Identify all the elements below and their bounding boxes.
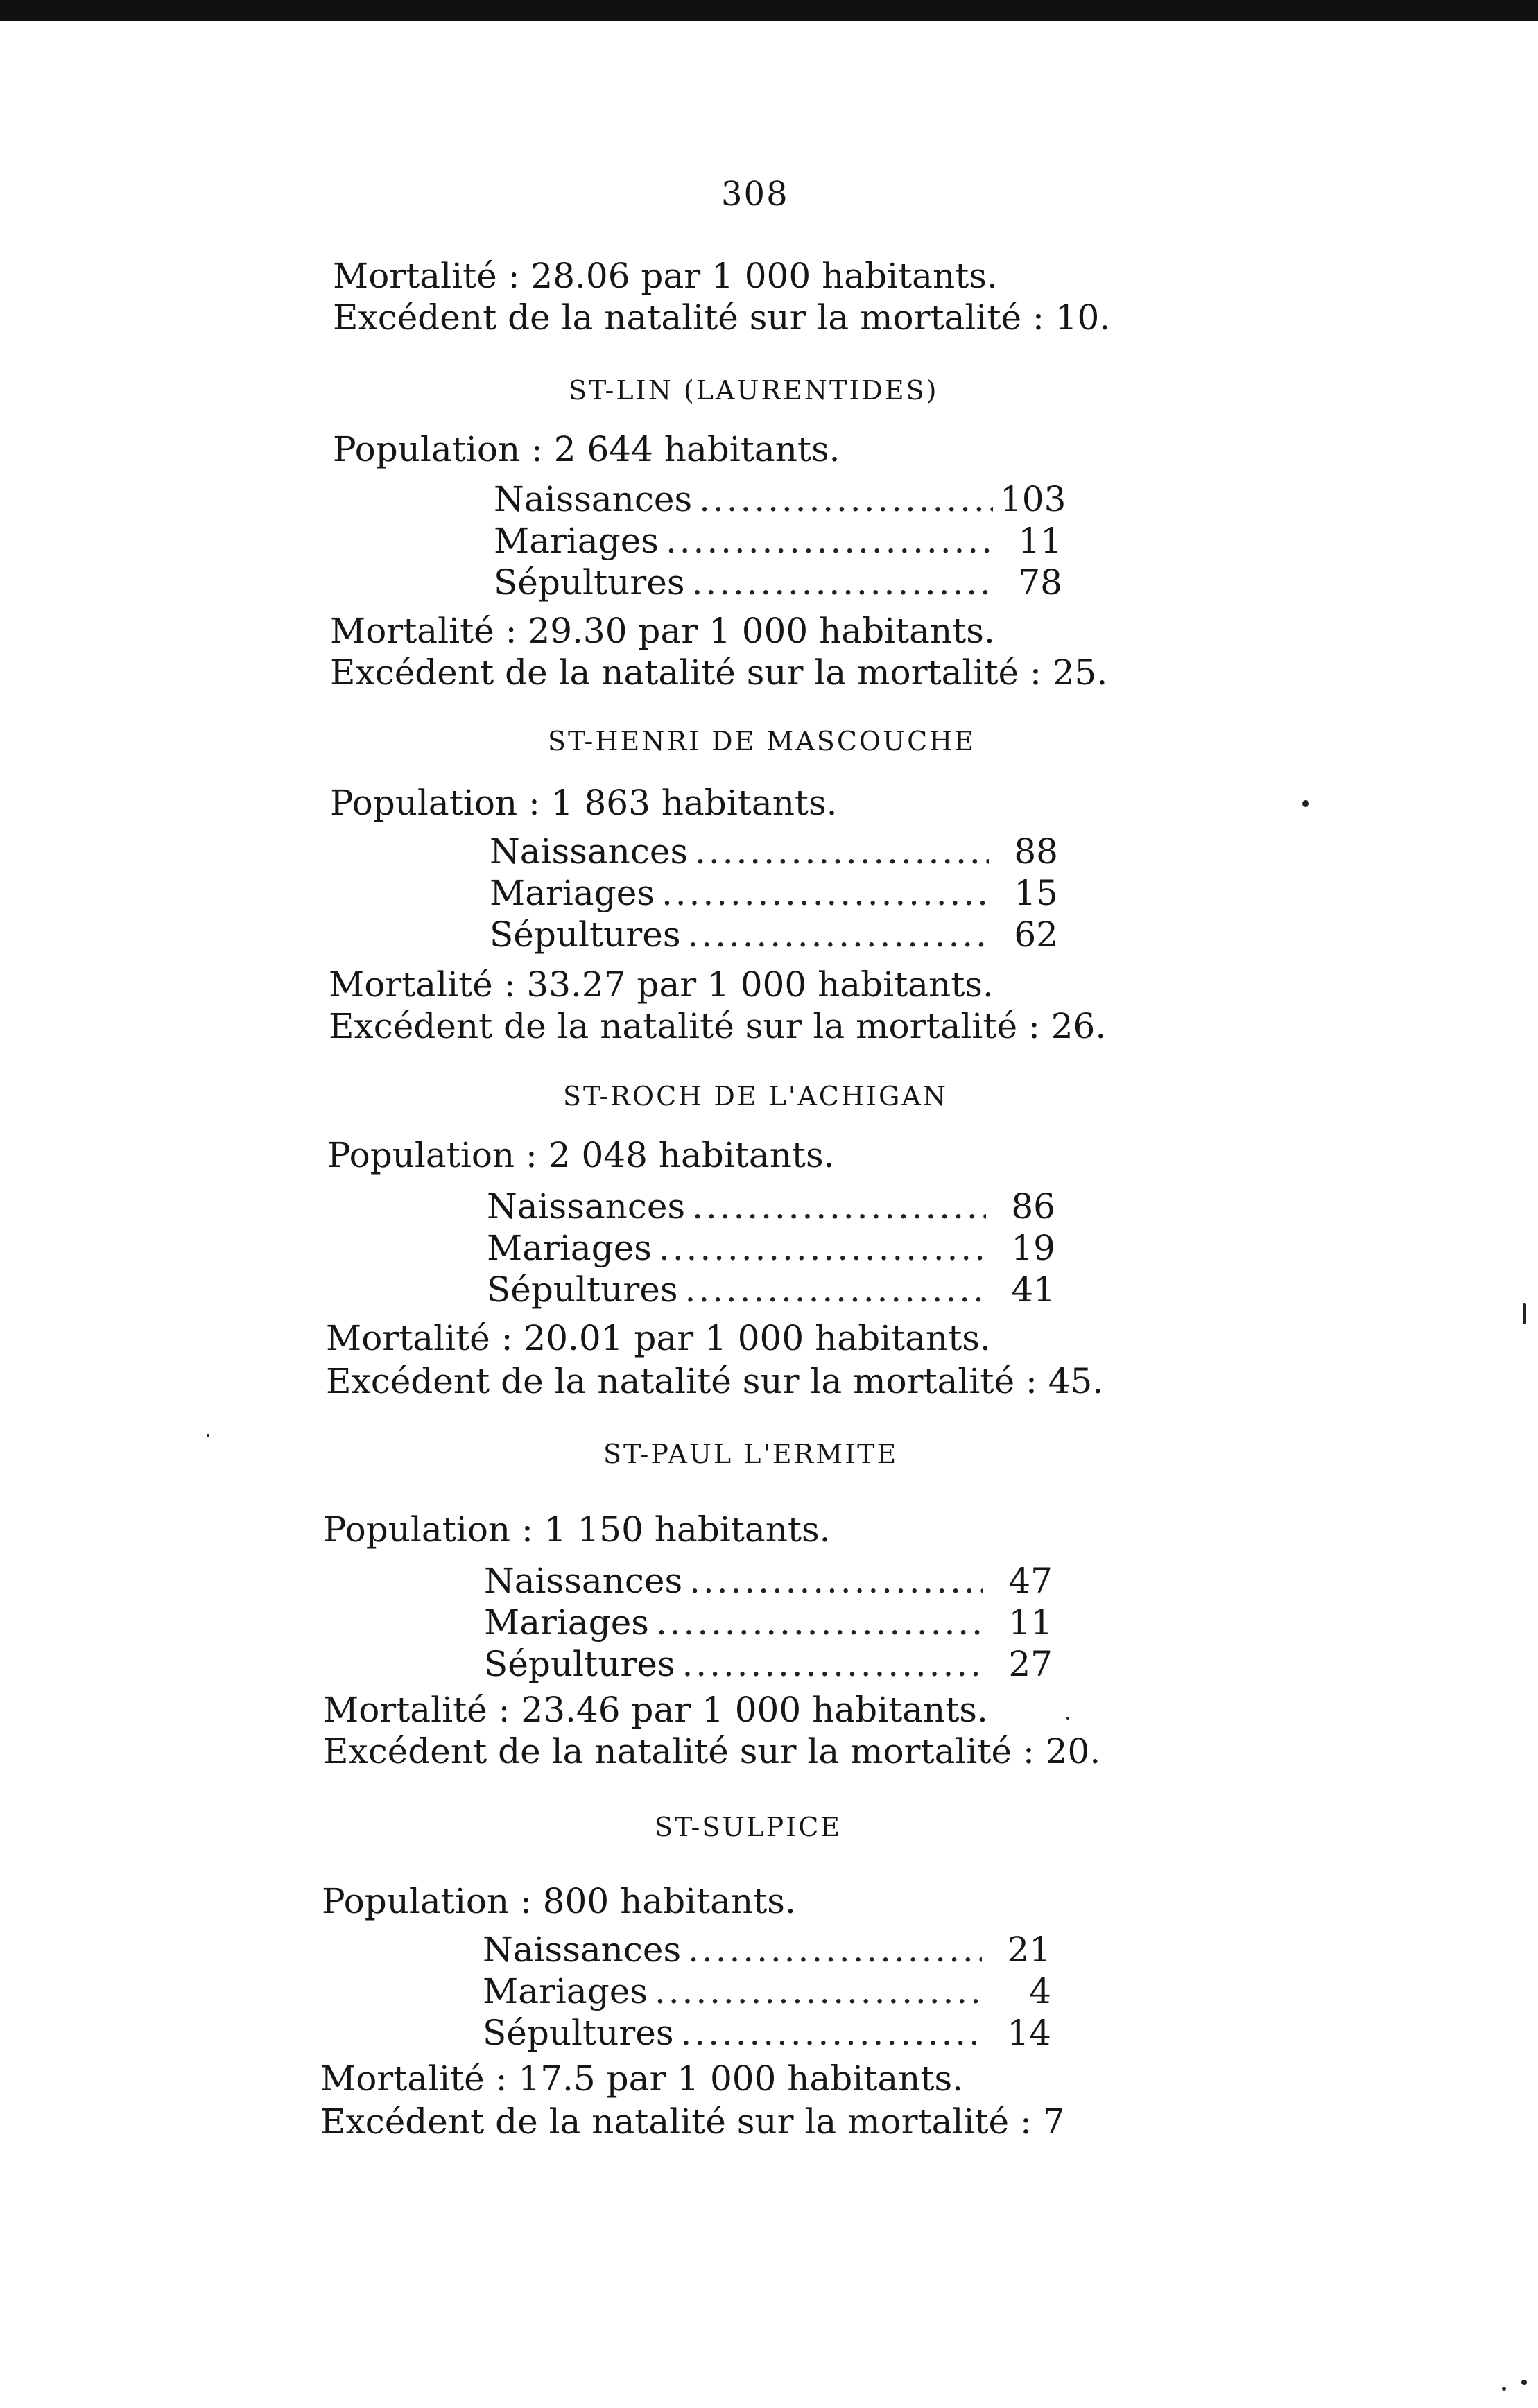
dot-leader: [681, 2012, 983, 2054]
section-population: Population : 2 644 habitants.: [333, 429, 840, 469]
stat-value: 14: [1007, 2013, 1051, 2053]
dot-leader: [659, 1227, 986, 1269]
stat-label: Mariages: [483, 1971, 648, 2011]
stat-row: [494, 520, 1062, 562]
section-heading-st-roch: ST-ROCH DE L'ACHIGAN: [563, 1081, 949, 1111]
dot-leader: [662, 872, 989, 914]
section-mortality: Mortalité : 23.46 par 1 000 habitants.: [323, 1690, 988, 1730]
stat-row: [490, 831, 1058, 872]
stat-row: [487, 1227, 1055, 1269]
stat-row: [494, 562, 1062, 603]
stat-label: Naissances: [483, 1930, 682, 1970]
section-mortality: Mortalité : 33.27 par 1 000 habitants.: [329, 964, 994, 1005]
stat-label: Sépultures: [487, 1270, 678, 1310]
stat-value: 86: [1011, 1186, 1055, 1227]
stat-label: Sépultures: [483, 2013, 674, 2053]
dot-leader: [666, 520, 993, 562]
section-mortality: Mortalité : 17.5 par 1 000 habitants.: [320, 2059, 964, 2099]
dot-leader: [655, 1970, 982, 2012]
stat-label: Sépultures: [484, 1644, 675, 1684]
stat-row: [487, 1269, 1055, 1310]
dot-leader: [685, 1269, 987, 1310]
stat-label: Sépultures: [490, 915, 681, 955]
section-excess: Excédent de la natalité sur la mortalité : 7: [320, 2102, 1065, 2142]
stat-label: Naissances: [490, 831, 689, 872]
section-heading-st-henri: ST-HENRI DE MASCOUCHE: [548, 726, 976, 756]
stat-label: Mariages: [490, 873, 655, 913]
stat-value: 41: [1011, 1270, 1055, 1310]
dot-leader: [682, 1643, 984, 1685]
dot-leader: [656, 1602, 983, 1643]
dot-leader: [688, 914, 990, 955]
intro-excess: Excédent de la natalité sur la mortalité : 10.: [333, 297, 1111, 338]
scan-speck: [207, 1434, 209, 1437]
section-population: Population : 2 048 habitants.: [327, 1135, 835, 1175]
scan-speck: [1502, 2387, 1506, 2391]
section-heading-st-paul: ST-PAUL L'ERMITE: [603, 1439, 899, 1469]
dot-leader: [692, 562, 994, 603]
stat-row: [483, 2012, 1051, 2054]
section-heading-st-lin: ST-LIN (LAURENTIDES): [569, 375, 939, 406]
stat-value: 47: [1008, 1561, 1053, 1601]
stat-label: Mariages: [484, 1602, 649, 1643]
stat-value: 4: [1029, 1971, 1051, 2011]
section-population: Population : 1 150 habitants.: [323, 1509, 831, 1550]
section-heading-st-sulpice: ST-SULPICE: [655, 1812, 843, 1842]
section-population: Population : 1 863 habitants.: [330, 783, 838, 823]
stat-value: 103: [1000, 479, 1066, 519]
stat-label: Naissances: [494, 479, 693, 519]
dot-leader: [689, 1560, 983, 1602]
stat-row: [484, 1643, 1053, 1685]
stat-row: [484, 1602, 1053, 1643]
stat-value: 27: [1008, 1644, 1053, 1684]
stat-value: 15: [1014, 873, 1058, 913]
scan-speck: [1523, 1303, 1526, 1324]
stat-label: Naissances: [484, 1561, 683, 1601]
stat-row: [490, 872, 1058, 914]
dot-leader: [699, 478, 993, 520]
stat-row: [490, 914, 1058, 955]
stat-row: [494, 478, 1066, 520]
dot-leader: [695, 831, 989, 872]
scan-speck: [1066, 1717, 1069, 1720]
stat-value: 11: [1008, 1602, 1053, 1643]
section-excess: Excédent de la natalité sur la mortalité : 45.: [326, 1361, 1104, 1401]
scan-speck: [1302, 800, 1309, 807]
section-mortality: Mortalité : 20.01 par 1 000 habitants.: [326, 1318, 991, 1358]
dot-leader: [692, 1186, 986, 1227]
stat-row: [483, 1929, 1051, 1970]
intro-mortality: Mortalité : 28.06 par 1 000 habitants.: [333, 256, 998, 296]
scan-speck: [1521, 2380, 1527, 2385]
stat-label: Mariages: [487, 1228, 652, 1268]
stat-label: Sépultures: [494, 562, 685, 603]
stat-value: 78: [1018, 562, 1062, 603]
section-excess: Excédent de la natalité sur la mortalité : 25.: [330, 652, 1108, 693]
scan-top-border: [0, 0, 1538, 21]
section-excess: Excédent de la natalité sur la mortalité : 26.: [329, 1006, 1107, 1046]
stat-label: Mariages: [494, 521, 659, 561]
section-population: Population : 800 habitants.: [322, 1881, 796, 1921]
stat-value: 19: [1011, 1228, 1055, 1268]
dot-leader: [688, 1929, 982, 1970]
page-number: 308: [721, 175, 789, 214]
section-excess: Excédent de la natalité sur la mortalité : 20.: [323, 1731, 1101, 1772]
section-mortality: Mortalité : 29.30 par 1 000 habitants.: [330, 611, 995, 651]
stat-value: 21: [1007, 1930, 1051, 1970]
stat-row: [484, 1560, 1053, 1602]
stat-value: 11: [1018, 521, 1062, 561]
stat-value: 88: [1014, 831, 1058, 872]
stat-row: [487, 1186, 1055, 1227]
stat-label: Naissances: [487, 1186, 686, 1227]
stat-row: [483, 1970, 1051, 2012]
stat-value: 62: [1014, 915, 1058, 955]
